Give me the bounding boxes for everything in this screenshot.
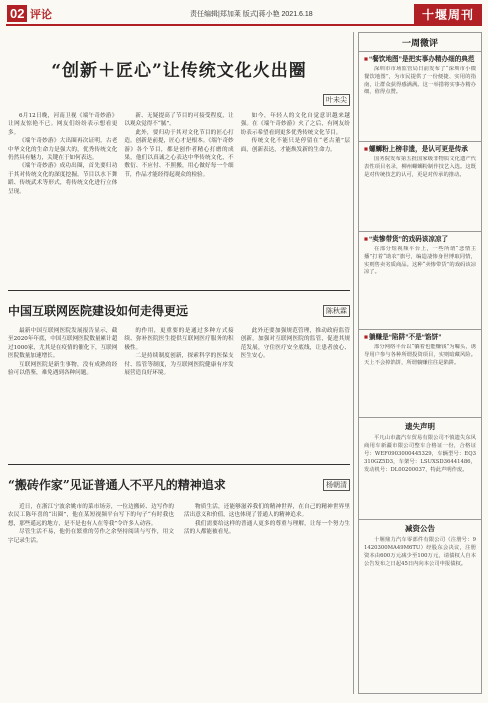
article-column-1 (8, 327, 117, 467)
sidebar-item-body: 国务院发布第五批国家级非物质文化遗产代表性项目名录，柳州螺蛳粉制作技艺入选。这既是对传统技艺的认可，更是对传承的推动。 (364, 156, 476, 178)
notice-loss (359, 418, 481, 516)
notice-body: 平凡山市鑫汽车贸易有限公司不慎遗失东风商用车新疆市限公司整车合格证一份，合格证号：WEF0903000445329，车辆型号：EQ3310GZ5D3，车架号：LSUXSD36441486，发动机号：DL00200037，特此声明作废。 (364, 435, 476, 473)
article-culture (8, 42, 350, 304)
brand-logo: 十堰周刊 (414, 4, 482, 25)
article-title: “搬砖作家”见证普通人不平凡的精神追求 (8, 478, 226, 492)
page-header (0, 0, 488, 28)
sidebar (358, 32, 482, 694)
sidebar-item-body: 在部分短视频平台上，一些所谓“悲情主播”打着“助农”旗号，编造凄惨身世博取同情，实则售卖劣质商品。这种“卖惨带货”的戏码该凉凉了。 (364, 246, 476, 276)
sidebar-item (359, 142, 481, 232)
column-divider (353, 32, 354, 694)
sidebar-item-body: 部分网络平台以“躺着也能赚钱”为噱头，诱导用户参与各种所谓投资项目，实则暗藏风险。天上不会掉馅饼，所谓躺赚往往是陷阱。 (364, 344, 476, 366)
article-byline: 杨朝清 (323, 479, 350, 491)
article-column-1 (8, 503, 174, 683)
sidebar-title: 一周微评 (359, 33, 481, 52)
paragraph: 如今，年轻人的文化自觉意识越来越强。在《端午奇妙游》火了之后，有网友纷纷表示希望看到更多优秀传统文化节目。 (240, 113, 350, 136)
paragraph: 最新中国互联网医院发展报告显示，截至2020年年底，中国互联网医院数量累计超过1000家，尤其是在疫情的催化下，互联网医院数量加速增长。 (8, 328, 118, 360)
paragraph: 尽管生活不易，他仍在繁重的劳作之余坚持阅读与写作，用文字记录生活。 (8, 529, 174, 544)
article-divider (8, 290, 350, 291)
main-column (8, 32, 350, 694)
article-internet-hospital (8, 294, 350, 467)
article-column-1 (8, 112, 117, 304)
article-column-2 (184, 503, 350, 683)
sidebar-item (359, 232, 481, 330)
article-title: 中国互联网医院建设如何走得更远 (8, 304, 189, 318)
paragraph: 此外还要加强规范管理，推动政府监管创新，加强对互联网医院的监管，促进其规范发展，守住医疗安全底线，让患者放心、医生安心。 (240, 328, 350, 360)
notice-body: 十堰鼎力汽车零部件有限公司（注册号：91420300MA49M6TU）经股东会决议，注册资本由600万元减少至100万元，请债权人自本公告发布之日起45日内向本公司申报债权。 (364, 537, 476, 567)
sidebar-item-heading: ■ 躺赚是“陷阱”不是“馅饼” (364, 333, 476, 342)
section-title: 评论 (30, 9, 52, 21)
paragraph: 我们需要给这样的普通人更多的尊重与理解，让每一个努力生活的人都能被看见。 (184, 520, 350, 536)
paragraph: 新、无疑提高了节目的可接受程度，让以观众觉得不“腻”。 (124, 113, 234, 128)
sidebar-item-heading: ■ “卖惨带货”的戏码该凉凉了 (364, 235, 476, 244)
paragraph: 物质生活，还能够滋养我们的精神世界，在自己的精神世界里活出意义和价值，这也体现了普通人的精神追求。 (184, 504, 350, 519)
page-number: 02 (7, 5, 27, 22)
article-column-3 (241, 327, 350, 467)
header-rule (6, 24, 482, 26)
article-column-2 (124, 112, 233, 304)
article-column-2 (124, 327, 233, 467)
article-brick-writer (8, 468, 350, 683)
notice-title: 减资公告 (405, 524, 435, 533)
paragraph: 《端午奇妙游》成功出圈，首先要归功于其对传统文化的深度挖掘。节目以水下舞蹈、传统武术等形式，将传统文化进行立体呈现。 (8, 163, 118, 195)
article-title: “创新＋匠心”让传统文化火出圈 (51, 61, 307, 81)
sidebar-item (359, 330, 481, 418)
sidebar-item-heading: ■ 螺蛳粉上榜非遗，是认可更是传承 (364, 145, 476, 154)
article-divider (8, 464, 350, 465)
paragraph: 6月12日晚，河南卫视《端午奇妙游》让网友惊艳不已。网友们纷纷表示想看更多。 (8, 113, 118, 136)
paragraph: 的作用，更重要的是通过多种方式接续、弥补医院医生提供互联网医疗服务的积极性。 (124, 328, 234, 351)
editor-credits: 责任编辑|郑加莱 版式|蒋小艳 2021.6.18 (190, 11, 313, 18)
paragraph: 此外，要归功于其对文化节目的匠心打造。创新是前提，匠心才是根本。《端午奇妙游》各个节目，都是创作者精心打磨的成果，他们以真诚之心表达中华传统文化，不敷衍、不应付、不照搬，用心做好每一个细节，作品才能经得起观众的检验。 (124, 129, 234, 178)
article-byline: 叶未尖 (323, 94, 350, 106)
paragraph: 近日，在浙江宁波余姚市的菜市场旁，一位边搬砖、边写作的农民工陈年喜的“出圈”，他在某短视频平台写下的句子“有时我也想，那些遥远的地方，是不是也有人在等我”令许多人动容。 (8, 504, 174, 527)
article-byline: 陈秋霖 (323, 305, 350, 317)
notice-capital-reduction (359, 520, 481, 598)
notice-title: 遗失声明 (405, 422, 435, 431)
sidebar-item-heading: ■ “餐饮地图”是把实事办精办细的典范 (364, 55, 476, 64)
sidebar-item-body: 深圳市市场监管局日前发布了“深圳市小微餐饮地图”，为市民提供了一份便捷、实用的指南，让群众获得感满满。这一举措将实事办精办细，值得点赞。 (364, 66, 476, 96)
article-column-3 (241, 112, 350, 304)
sidebar-item (359, 52, 481, 142)
paragraph: 二是持续制度创新，探索科学的医保支付、监管等制度，为互联网医院健康有序发展营造良好环境。 (124, 353, 234, 377)
paragraph: 传统文化不能只是停留在“老古董”层面，创新表达，才能焕发新的生命力。 (240, 138, 350, 153)
paragraph: 《端午奇妙游》大出圈再次证明，古老中华文化的生命力是强大的，优秀传统文化仍然具有魅力，关键在于如何表达。 (8, 138, 118, 162)
paragraph: 互联网医院是新生事物，没有成熟的经验可以借鉴，难免遇到各种问题。 (8, 361, 118, 377)
